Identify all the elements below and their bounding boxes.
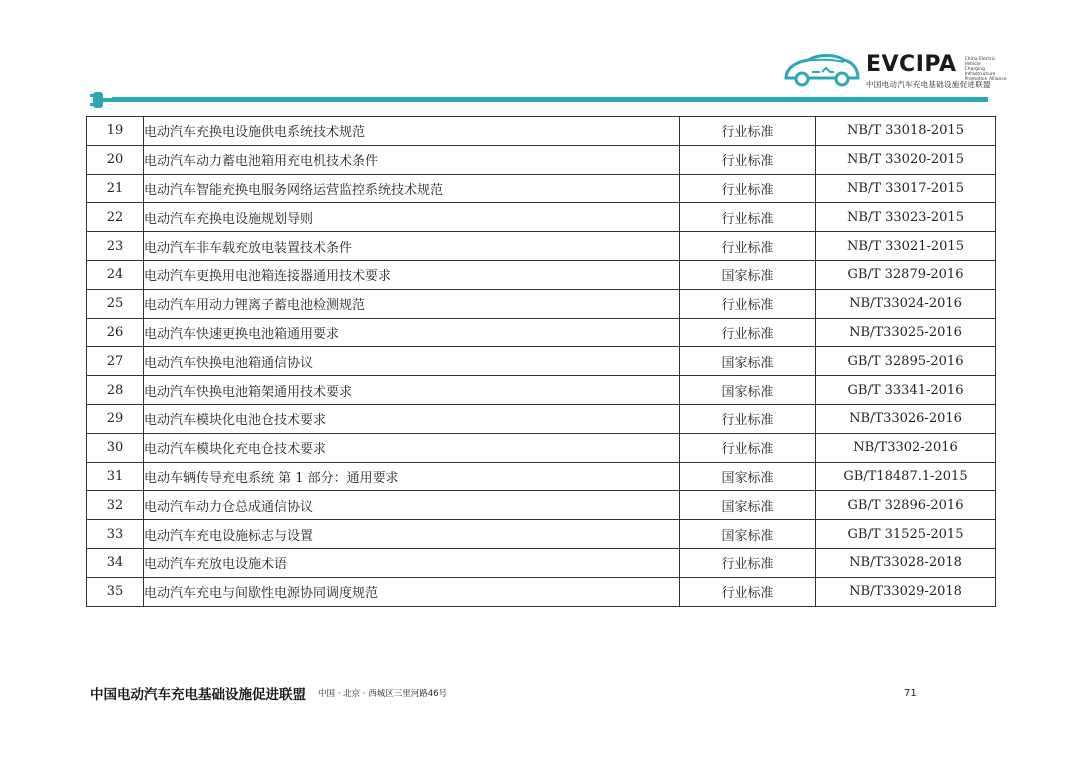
- row-number: 28: [87, 376, 144, 405]
- standard-name: 电动汽车智能充换电服务网络运营监控系统技术规范: [144, 174, 680, 203]
- standard-type: 行业标准: [680, 404, 816, 433]
- table-row: [87, 433, 996, 462]
- table-row: [87, 347, 996, 376]
- table-row: [87, 318, 996, 347]
- standard-name: 电动汽车动力仓总成通信协议: [144, 491, 680, 520]
- standard-code: NB/T 33017-2015: [816, 174, 996, 203]
- header-divider: [112, 97, 988, 102]
- standard-type: 行业标准: [680, 548, 816, 577]
- standard-type: 行业标准: [680, 203, 816, 232]
- standard-code: GB/T 32879-2016: [816, 260, 996, 289]
- row-number: 32: [87, 491, 144, 520]
- standard-type: 行业标准: [680, 318, 816, 347]
- car-logo-icon: [782, 50, 862, 90]
- row-number: 29: [87, 404, 144, 433]
- standard-name: 电动汽车更换用电池箱连接器通用技术要求: [144, 260, 680, 289]
- standard-code: NB/T33024-2016: [816, 289, 996, 318]
- row-number: 31: [87, 462, 144, 491]
- row-number: 33: [87, 520, 144, 549]
- standard-code: NB/T3302-2016: [816, 433, 996, 462]
- standard-name: 电动汽车快换电池箱通信协议: [144, 347, 680, 376]
- table-row: [87, 117, 996, 146]
- standard-type: 国家标准: [680, 520, 816, 549]
- standard-name: 电动汽车动力蓄电池箱用充电机技术条件: [144, 145, 680, 174]
- standard-code: NB/T 33021-2015: [816, 232, 996, 261]
- table-row: [87, 548, 996, 577]
- row-number: 24: [87, 260, 144, 289]
- standard-code: NB/T33025-2016: [816, 318, 996, 347]
- standard-name: 电动汽车充电与间歇性电源协同调度规范: [144, 577, 680, 606]
- standard-type: 行业标准: [680, 289, 816, 318]
- standard-name: 电动汽车充换电设施供电系统技术规范: [144, 117, 680, 146]
- standard-code: NB/T 33018-2015: [816, 117, 996, 146]
- row-number: 20: [87, 145, 144, 174]
- table-row: [87, 520, 996, 549]
- footer-address: 中国 · 北京 · 西城区三里河路46号: [318, 689, 448, 699]
- standard-type: 国家标准: [680, 260, 816, 289]
- standard-type: 国家标准: [680, 376, 816, 405]
- standard-name: 电动汽车快速更换电池箱通用要求: [144, 318, 680, 347]
- row-number: 21: [87, 174, 144, 203]
- table-row: [87, 577, 996, 606]
- table-row: [87, 232, 996, 261]
- standards-table-body: [87, 117, 996, 607]
- table-row: [87, 203, 996, 232]
- standard-code: NB/T 33020-2015: [816, 145, 996, 174]
- table-row: [87, 491, 996, 520]
- standard-name: 电动汽车快换电池箱架通用技术要求: [144, 376, 680, 405]
- standard-name: 电动汽车模块化充电仓技术要求: [144, 433, 680, 462]
- row-number: 30: [87, 433, 144, 462]
- standard-name: 电动汽车非车载充放电装置技术条件: [144, 232, 680, 261]
- logo-subtitle-en: China Electric Vehicle Charging Infrastructure Promotion Alliance: [964, 57, 1007, 82]
- row-number: 19: [87, 117, 144, 146]
- standard-type: 行业标准: [680, 117, 816, 146]
- standard-name: 电动车辆传导充电系统 第 1 部分：通用要求: [144, 462, 680, 491]
- row-number: 25: [87, 289, 144, 318]
- standard-code: NB/T33026-2016: [816, 404, 996, 433]
- standard-name: 电动汽车模块化电池仓技术要求: [144, 404, 680, 433]
- table-row: [87, 404, 996, 433]
- logo-subtitle-cn: 中国电动汽车充电基础设施促进联盟: [866, 80, 991, 89]
- table-row: [87, 462, 996, 491]
- row-number: 22: [87, 203, 144, 232]
- row-number: 34: [87, 548, 144, 577]
- standard-code: GB/T18487.1-2015: [816, 462, 996, 491]
- standard-code: GB/T 32896-2016: [816, 491, 996, 520]
- standard-code: GB/T 33341-2016: [816, 376, 996, 405]
- table-row: [87, 145, 996, 174]
- table-row: [87, 260, 996, 289]
- row-number: 26: [87, 318, 144, 347]
- standard-type: 行业标准: [680, 145, 816, 174]
- standard-type: 国家标准: [680, 491, 816, 520]
- table-row: [87, 174, 996, 203]
- standards-table: [86, 116, 996, 607]
- logo-title: EVCIPA: [866, 52, 957, 77]
- row-number: 23: [87, 232, 144, 261]
- standard-name: 电动汽车充放电设施术语: [144, 548, 680, 577]
- row-number: 35: [87, 577, 144, 606]
- row-number: 27: [87, 347, 144, 376]
- standard-type: 国家标准: [680, 347, 816, 376]
- standard-name: 电动汽车充电设施标志与设置: [144, 520, 680, 549]
- standard-type: 国家标准: [680, 462, 816, 491]
- logo-wordmark: [866, 54, 1013, 82]
- standard-type: 行业标准: [680, 433, 816, 462]
- standard-type: 行业标准: [680, 577, 816, 606]
- table-row: [87, 376, 996, 405]
- standard-code: NB/T33028-2018: [816, 548, 996, 577]
- standard-name: 电动汽车用动力锂离子蓄电池检测规范: [144, 289, 680, 318]
- standard-code: NB/T33029-2018: [816, 577, 996, 606]
- standard-type: 行业标准: [680, 174, 816, 203]
- standard-code: NB/T 33023-2015: [816, 203, 996, 232]
- footer-organization: 中国电动汽车充电基础设施促进联盟: [90, 687, 306, 703]
- standard-name: 电动汽车充换电设施规划导则: [144, 203, 680, 232]
- standard-type: 行业标准: [680, 232, 816, 261]
- standard-code: GB/T 32895-2016: [816, 347, 996, 376]
- table-row: [87, 289, 996, 318]
- page-number: 71: [904, 688, 917, 699]
- standard-code: GB/T 31525-2015: [816, 520, 996, 549]
